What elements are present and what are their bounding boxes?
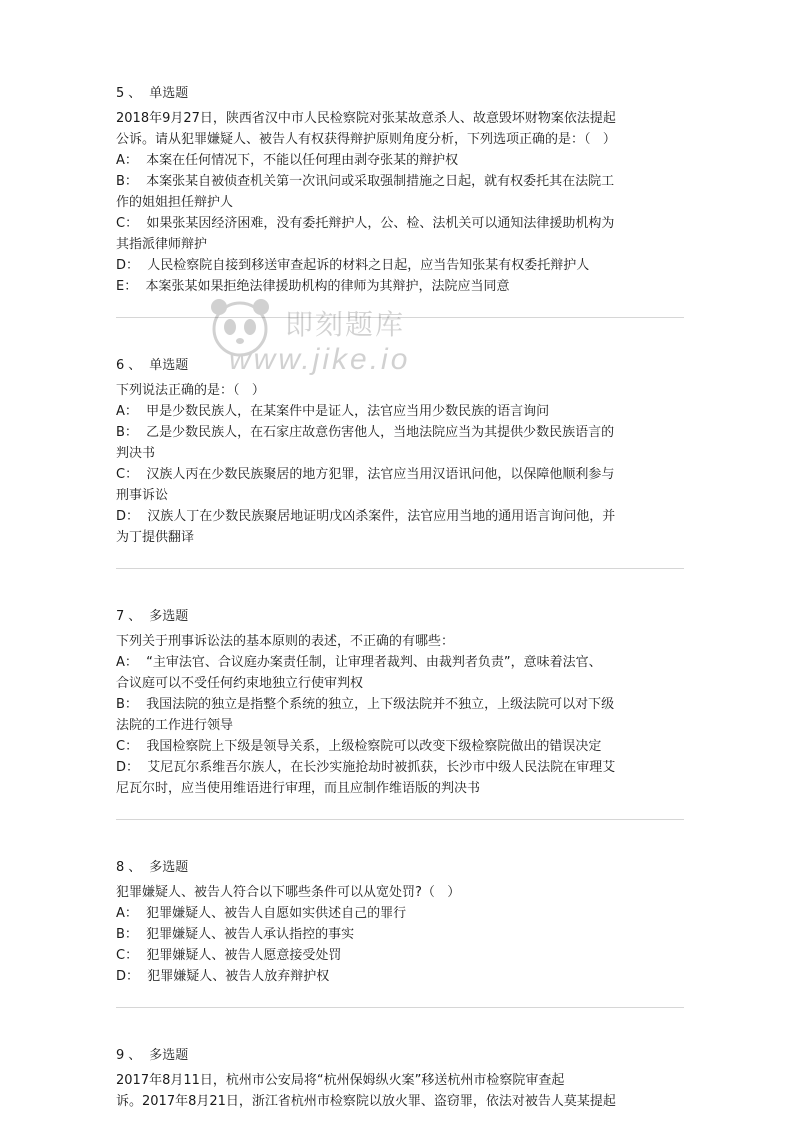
question-number-separator: 、 [128,609,142,624]
question-number-separator: 、 [128,1048,142,1063]
question-type: 多选题 [149,860,189,875]
question-text-line: B： 本案张某自被侦查机关第一次讯问或采取强制措施之日起，就有权委托其在法院工 [116,174,615,189]
question-number: 5 [116,86,125,101]
question-number-separator: 、 [128,86,142,101]
question-text-line: 下列说法正确的是：（ ） [116,383,265,398]
question-type: 多选题 [149,1048,189,1063]
question-text-line: 法院的工作进行领导 [116,718,234,733]
question-number-separator: 、 [128,358,142,373]
question-text-line: 犯罪嫌疑人、被告人符合以下哪些条件可以从宽处罚?（ ） [116,885,461,900]
question-text-line: C： 犯罪嫌疑人、被告人愿意接受处罚 [116,948,342,963]
question-block [116,84,684,297]
question-text-line: 诉。2017年8月21日，浙江省杭州市检察院以放火罪、盗窃罪，依法对被告人莫某提起 [116,1094,616,1109]
question-text-line: 公诉。请从犯罪嫌疑人、被告人有权获得辩护原则角度分析，下列选项正确的是：（ ） [116,132,616,147]
question-text-line: C： 如果张某因经济困难，没有委托辩护人，公、检、法机关可以通知法律援助机构为 [116,216,615,231]
question-header [116,84,684,104]
question-header [116,858,684,878]
question-text-line: D： 犯罪嫌疑人、被告人放弃辩护权 [116,969,330,984]
question-block [116,356,684,548]
question-text-line: 下列关于刑事诉讼法的基本原则的表述，不正确的有哪些： [116,634,455,649]
question-number: 8 [116,860,125,875]
question-divider [116,819,684,820]
watermark-site: www.jike.io [229,343,411,376]
question-text-line: 尼瓦尔时，应当使用维语进行审理，而且应制作维语版的判决书 [116,781,481,796]
question-text-line: B： 犯罪嫌疑人、被告人承认指控的事实 [116,927,355,942]
question-number-separator: 、 [128,860,142,875]
question-text-line: 刑事诉讼 [116,488,169,503]
question-text-line: E： 本案张某如果拒绝法律援助机构的律师为其辩护，法院应当同意 [116,279,510,294]
question-text-line: 2018年9月27日，陕西省汉中市人民检察院对张某故意杀人、故意毁坏财物案依法提起 [116,111,616,126]
watermark-brand: 即刻题库 [285,308,406,341]
question-text-line: B： 我国法院的独立是指整个系统的独立，上下级法院并不独立，上级法院可以对下级 [116,697,615,712]
question-type: 多选题 [149,609,189,624]
question-text-line: 判决书 [116,446,156,461]
question-text-line: A： 本案在任何情况下，不能以任何理由剥夺张某的辩护权 [116,153,459,168]
question-divider [116,1007,684,1008]
question-text-line: D： 汉族人丁在少数民族聚居地证明戊凶杀案件，法官应用当地的通用语言询问他，并 [116,509,616,524]
question-text-line: D： 艾尼瓦尔系维吾尔族人，在长沙实施抢劫时被抓获，长沙市中级人民法院在审理艾 [116,760,616,775]
question-number: 7 [116,609,125,624]
question-header [116,356,684,376]
question-block [116,858,684,987]
question-text-line: 其指派律师辩护 [116,237,208,252]
question-block [116,1046,684,1112]
question-header [116,1046,684,1066]
question-text-line: 为丁提供翻译 [116,530,195,545]
question-type: 单选题 [149,358,189,373]
question-text-line: B： 乙是少数民族人，在石家庄故意伤害他人，当地法院应当为其提供少数民族语言的 [116,425,615,440]
question-list [116,84,684,1112]
question-number: 6 [116,358,125,373]
question-header [116,607,684,627]
question-text-line: A： 犯罪嫌疑人、被告人自愿如实供述自己的罪行 [116,906,407,921]
question-text-line: D： 人民检察院自接到移送审查起诉的材料之日起，应当告知张某有权委托辩护人 [116,258,590,273]
question-divider [116,568,684,569]
question-text-line: 作的姐姐担任辩护人 [116,195,234,210]
question-text-line: C： 我国检察院上下级是领导关系，上级检察院可以改变下级检察院做出的错误决定 [116,739,602,754]
question-text-line: C： 汉族人丙在少数民族聚居的地方犯罪，法官应当用汉语讯问他，以保障他顺利参与 [116,467,615,482]
question-type: 单选题 [149,86,189,101]
question-number: 9 [116,1048,125,1063]
question-text-line: A： 甲是少数民族人，在某案件中是证人，法官应当用少数民族的语言询问 [116,404,550,419]
question-block [116,607,684,799]
question-divider [116,317,684,318]
question-text-line: A： “主审法官、合议庭办案责任制，让审理者裁判、由裁判者负责”，意味着法官、 [116,655,602,670]
question-text-line: 合议庭可以不受任何约束地独立行使审判权 [116,676,364,691]
question-text-line: 2017年8月11日，杭州市公安局将“杭州保姆纵火案”移送杭州市检察院审查起 [116,1073,565,1088]
